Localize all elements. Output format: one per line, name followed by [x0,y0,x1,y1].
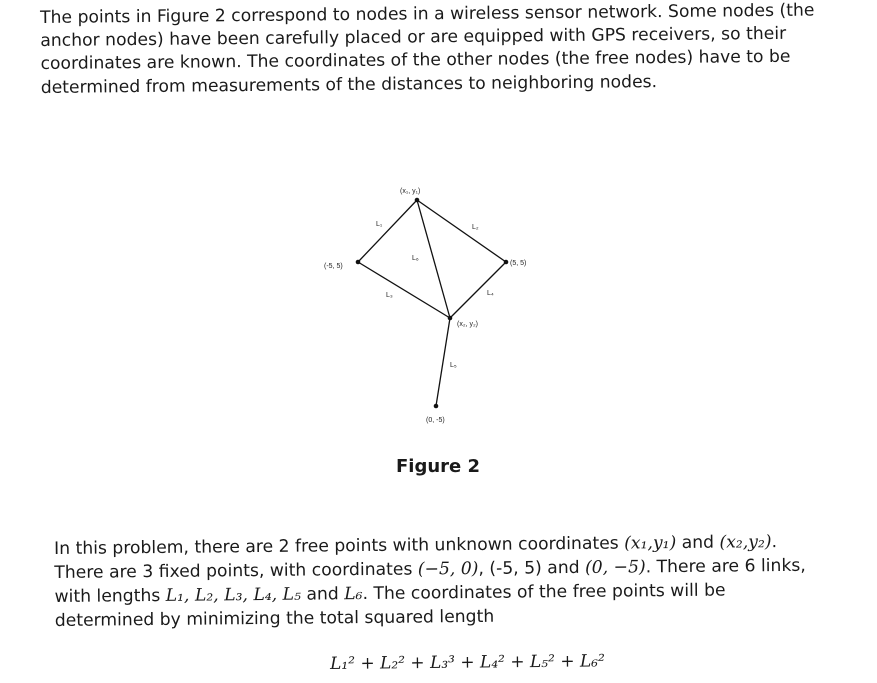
node-free-1 [415,198,420,203]
label-node-p1: (x₁, y₁) [400,188,421,195]
node-anchor-left [356,260,361,265]
network-diagram [300,170,560,440]
label-node-right: (5, 5) [510,260,527,267]
free-point-2: (x₂,y₂) [719,532,772,553]
label-link-l2: L₂ [472,224,479,231]
label-node-p2: (x₂, y₂) [457,321,478,328]
link-l5 [436,318,450,406]
label-link-l4: L₄ [487,290,494,297]
label-node-bottom: (0, -5) [426,417,445,424]
free-point-1: (x₁,y₁) [624,533,677,554]
network-figure [300,170,560,440]
label-link-l6: L₆ [412,255,419,262]
node-anchor-bottom [434,404,439,409]
intro-paragraph: The points in Figure 2 correspond to nodes in a wireless sensor network. Some nodes (the anchor nodes) have been carefully placed or are equipped with GPS receivers, so their coordinates are known. The coordinates of the other nodes (the free nodes) have to be determined from measurements of the distances to neighboring nodes. [40,0,815,98]
problem-and-2: and [300,584,345,605]
objective-formula: L₁² + L₂² + L₃³ + L₄² + L₅² + L₆² [330,651,605,674]
fixed-point-1: (−5, 0) [417,558,479,580]
node-free-2 [448,316,453,321]
label-link-l5: L₅ [450,362,457,369]
fixed-point-3: (0, −5) [584,557,646,578]
link-l4 [450,262,506,318]
link-length-6: L₆ [344,584,363,605]
problem-paragraph [54,530,830,633]
link-l1 [358,200,417,262]
label-node-left: (-5, 5) [324,263,343,270]
problem-text-1: In this problem, there are 2 free points with unknown coordinates [54,533,625,559]
problem-text-4: . There are 6 links, with lengths [54,555,806,607]
label-link-l1: L₁ [376,221,383,228]
node-anchor-right [504,260,509,265]
problem-text-3: , (-5, 5) and [478,557,586,579]
link-l2 [417,200,506,262]
link-lengths: L₁, L₂, L₃, L₄, L₅ [165,584,302,606]
problem-and-1: and [676,532,720,554]
problem-text-5: . The coordinates of the free points will be determined by minimizing the total squared length [54,580,726,631]
problem-text-2: . There are 3 fixed points, with coordinates [54,532,778,583]
figure-caption: Figure 2 [396,456,481,477]
label-link-l3: L₃ [386,292,393,299]
